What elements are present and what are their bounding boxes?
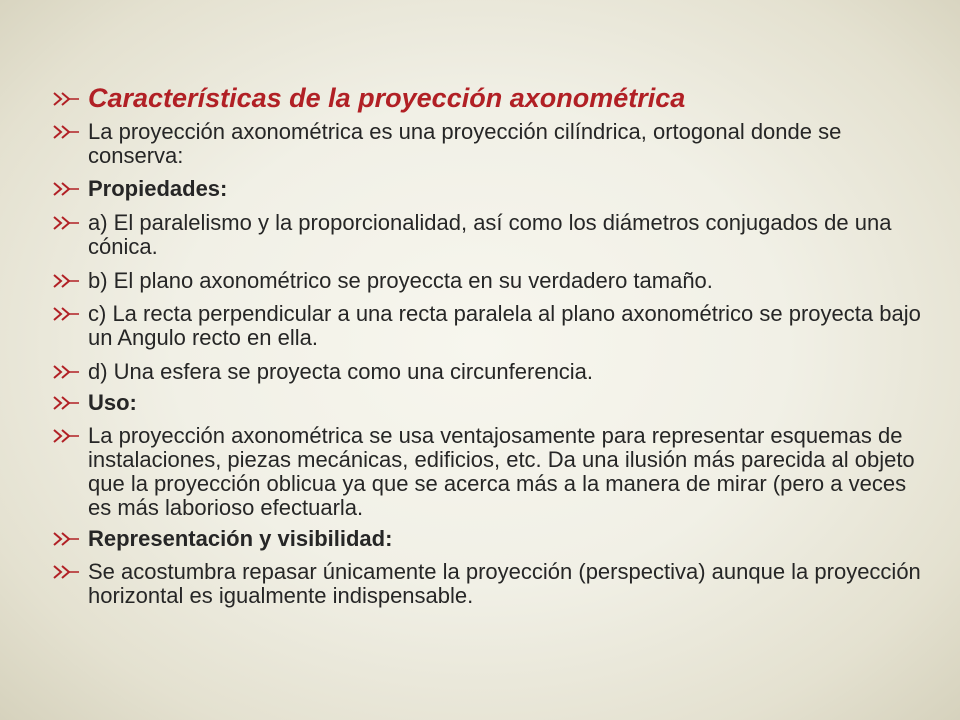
double-chevron-icon — [52, 527, 82, 551]
double-chevron-icon — [52, 177, 82, 201]
slide-content — [52, 82, 922, 608]
double-chevron-icon — [52, 120, 82, 144]
bullet-item — [52, 527, 922, 551]
bullet-item — [52, 211, 922, 259]
bullet-item — [52, 424, 922, 520]
slide-title-text: Características de la proyección axonométrica — [88, 83, 686, 113]
bullet-item-text: Representación y visibilidad: — [88, 526, 393, 551]
bullet-item-text: La proyección axonométrica se usa ventajosamente para representar esquemas de instalaciones, piezas mecánicas, edificios, etc. Da una ilusión más parecida al objeto que la proyección oblicua ya que se acerca más a la manera de mirar (pero a veces es más laborioso efectuarla. — [88, 423, 915, 520]
bullet-item-text: a) El paralelismo y la proporcionalidad, así como los diámetros conjugados de una cónica. — [88, 210, 892, 259]
double-chevron-icon — [52, 560, 82, 584]
double-chevron-icon — [52, 82, 82, 106]
slide-title — [52, 82, 922, 114]
double-chevron-icon — [52, 211, 82, 235]
bullet-item-text: Propiedades: — [88, 176, 228, 201]
bullet-item-text: b) El plano axonométrico se proyeccta en su verdadero tamaño. — [88, 268, 713, 293]
bullet-item-text: Uso: — [88, 390, 137, 415]
bullet-item-text: Se acostumbra repasar únicamente la proyección (perspectiva) aunque la proyección horizontal es igualmente indispensable. — [88, 559, 921, 608]
bullet-item — [52, 120, 922, 168]
bullet-item — [52, 360, 922, 384]
bullet-item — [52, 302, 922, 350]
bullet-item-text: c) La recta perpendicular a una recta paralela al plano axonométrico se proyecta bajo un Angulo recto en ella. — [88, 301, 921, 350]
bullet-item-text: La proyección axonométrica es una proyección cilíndrica, ortogonal donde se conserva: — [88, 119, 842, 168]
bullet-item — [52, 391, 922, 415]
bullet-list — [52, 120, 922, 608]
double-chevron-icon — [52, 302, 82, 326]
bullet-item — [52, 269, 922, 293]
double-chevron-icon — [52, 424, 82, 448]
double-chevron-icon — [52, 391, 82, 415]
bullet-item-text: d) Una esfera se proyecta como una circunferencia. — [88, 359, 594, 384]
double-chevron-icon — [52, 269, 82, 293]
double-chevron-icon — [52, 360, 82, 384]
bullet-item — [52, 177, 922, 201]
bullet-item — [52, 560, 922, 608]
